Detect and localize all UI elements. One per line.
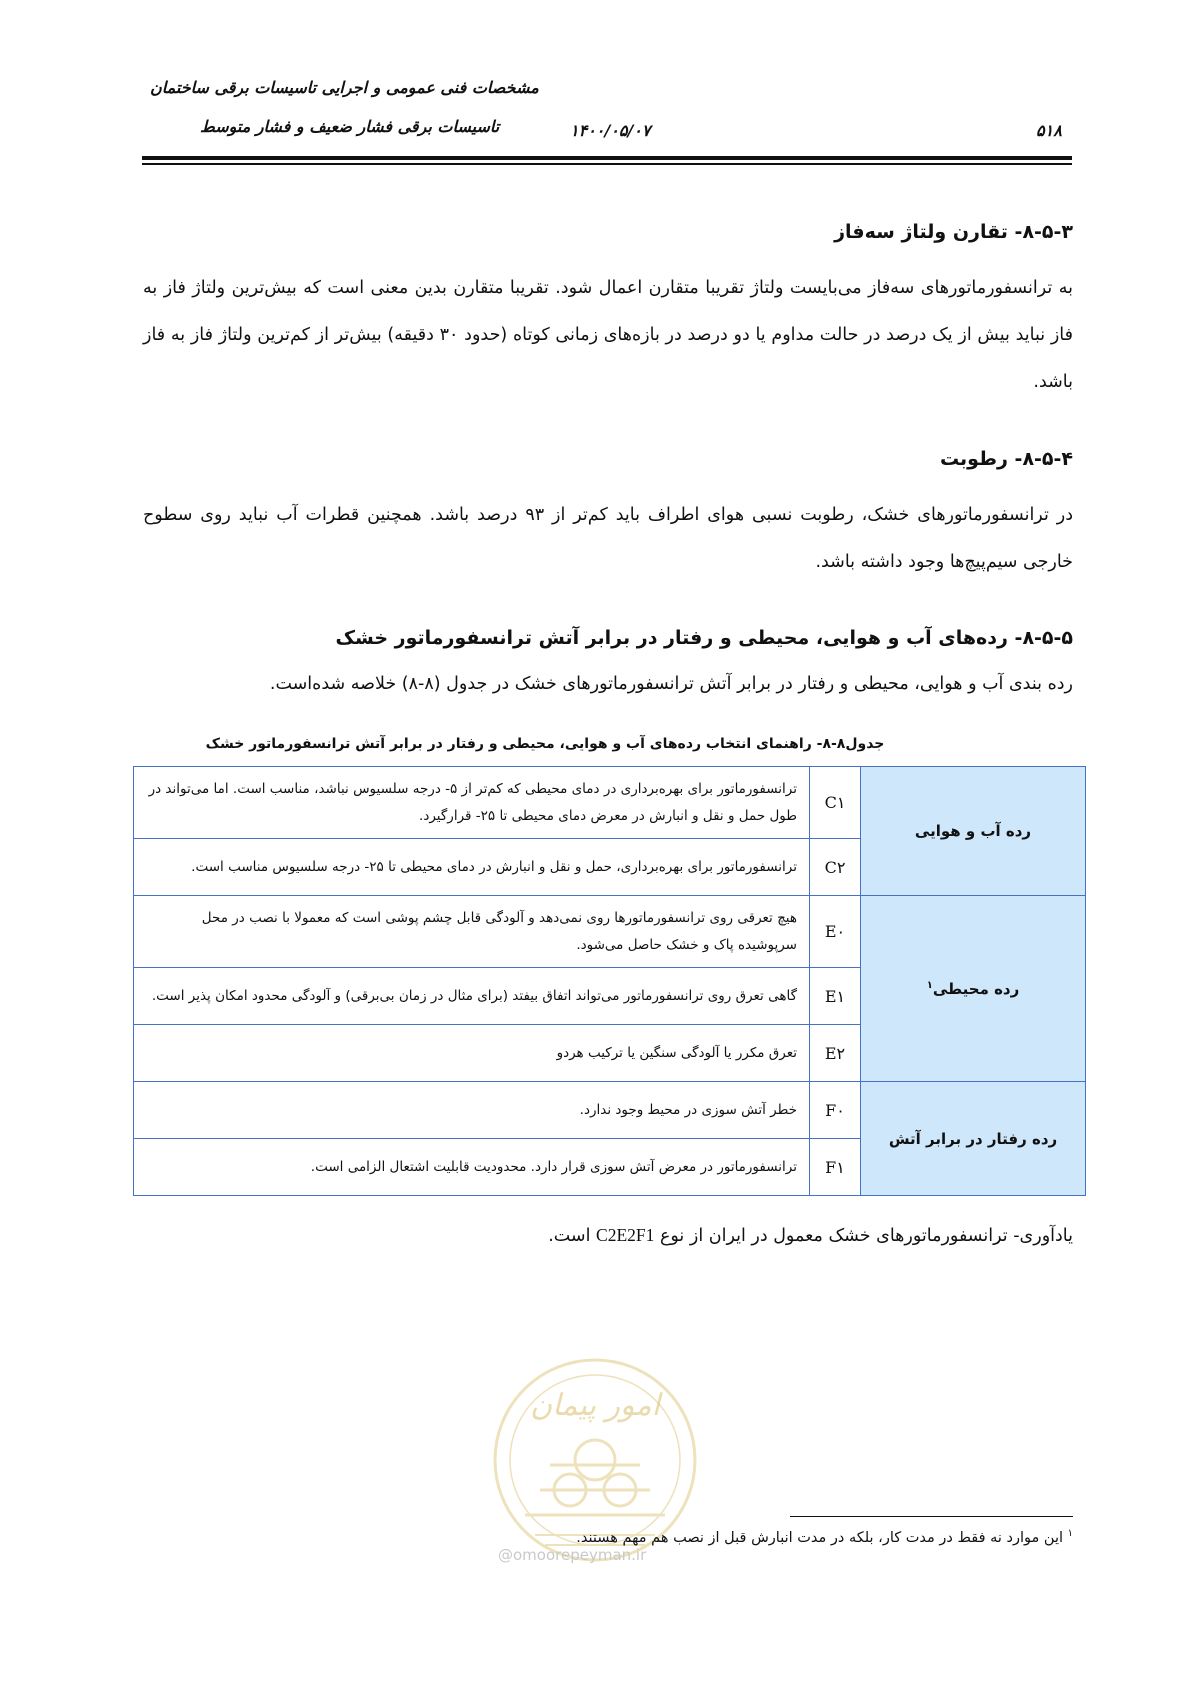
header-page-number: ۵۱۸ [1036,121,1062,140]
footnote-reference: ۱ [926,979,933,991]
class-description: هیچ تعرقی روی ترانسفورماتورها روی نمی‌دهد و آلودگی قابل چشم پوشی است که معمولا با نصب در محل سرپوشیده پاک و خشک حاصل می‌شود. [134,896,810,968]
class-description: ترانسفورماتور در معرض آتش سوزی قرار دارد. محدودیت قابلیت اشتعال الزامی است. [134,1139,810,1196]
category-cell-fire [861,1082,1086,1196]
section-heading: ۸-۵-۵- رده‌های آب و هوایی، محیطی و رفتار در برابر آتش ترانسفورماتور خشک [335,627,1073,649]
section-body: در ترانسفورماتورهای خشک، رطوبت نسبی هوای اطراف باید کم‌تر از ۹۳ درصد باشد. همچنین قطرات آب نباید روی سطوح خارجی سیم‌پیچ‌ها وجود داشته باشد. [143,505,1073,572]
section-heading: ۸-۵-۳- تقارن ولتاژ سه‌فاز [834,221,1073,243]
class-code: F۱ [810,1139,861,1196]
note-code: C2E2F1 [596,1225,655,1245]
note-text-before: یادآوری- ترانسفورماتورهای خشک معمول در ایران از نوع [654,1226,1073,1246]
watermark-logo-text: امور پیمان [530,1388,660,1423]
class-description: تعرق مکرر یا آلودگی سنگین یا ترکیب هردو [134,1025,810,1082]
table-row [134,896,1086,968]
class-description: گاهی تعرق روی ترانسفورماتور می‌تواند اتفاق بیفتد (برای مثال در زمان بی‌برقی) و آلودگی محدود امکان پذیر است. [134,968,810,1025]
section-climate-classes [143,627,1073,708]
footnote-marker: ۱ [1067,1528,1073,1539]
note-text-after: است. [548,1226,597,1246]
table-caption: جدول۸-۸- راهنمای انتخاب رده‌های آب و هوایی، محیطی و رفتار در برابر آتش ترانسفورماتور خشک [205,736,885,752]
header-rule-thick [142,156,1072,160]
class-code: E۱ [810,968,861,1025]
watermark-url: @omoorepeyman.ir [498,1546,647,1564]
class-description: ترانسفورماتور برای بهره‌برداری، حمل و نقل و انبارش در دمای محیطی تا ۲۵- درجه سلسیوس مناسب است. [134,839,810,896]
table-row [134,1082,1086,1139]
reminder-note [143,1225,1073,1246]
class-description: ترانسفورماتور برای بهره‌برداری در دمای محیطی که کم‌تر از ۵- درجه سلسیوس نباشد، مناسب است. اما می‌تواند در طول حمل و نقل و انبارش در معرض دمای محیطی تا ۲۵- قرارگیرد. [134,767,810,839]
category-label: رده رفتار در برابر آتش [888,1129,1058,1148]
category-label: رده آب و هوایی [914,822,1032,840]
class-code: E۲ [810,1025,861,1082]
class-description: خطر آتش سوزی در محیط وجود ندارد. [134,1082,810,1139]
section-body: رده بندی آب و هوایی، محیطی و رفتار در برابر آتش ترانسفورماتورهای خشک در جدول (۸-۸) خلاصه شده‌است. [269,674,1073,694]
footnote-text: این موارد نه فقط در مدت کار، بلکه در مدت انبارش قبل از نصب هم مهم هستند. [576,1529,1064,1546]
category-cell-climate [861,767,1086,896]
classification-table [133,766,1086,1196]
header-document-subtitle: تاسیسات برقی فشار ضعیف و فشار متوسط [200,117,500,136]
class-code: C۲ [810,839,861,896]
header-date: ۱۴۰۰/۰۵/۰۷ [570,121,651,140]
header-document-title: مشخصات فنی عمومی و اجرایی تاسیسات برقی ساختمان [150,78,539,97]
section-humidity [143,448,1073,586]
header-rule-thin [142,163,1072,165]
footnote-rule [790,1516,1073,1517]
footnote [143,1528,1073,1546]
section-body: به ترانسفورماتورهای سه‌فاز می‌بایست ولتاژ تقریبا متقارن اعمال شود. تقریبا متقارن بدین معنی است که بیش‌ترین ولتاژ فاز به فاز نباید بیش از یک درصد در حالت مداوم یا دو درصد در بازه‌های زمانی کوتاه (حدود ۳۰ دقیقه) بیش‌تر از کم‌ترین ولتاژ فاز به فاز باشد. [143,278,1073,392]
table-row [134,767,1086,839]
section-voltage-symmetry [143,221,1073,406]
category-label: رده محیطی [932,979,1020,998]
class-code: C۱ [810,767,861,839]
section-heading: ۸-۵-۴- رطوبت [939,448,1073,470]
class-code: F۰ [810,1082,861,1139]
class-code: E۰ [810,896,861,968]
category-cell-environmental [861,896,1086,1082]
